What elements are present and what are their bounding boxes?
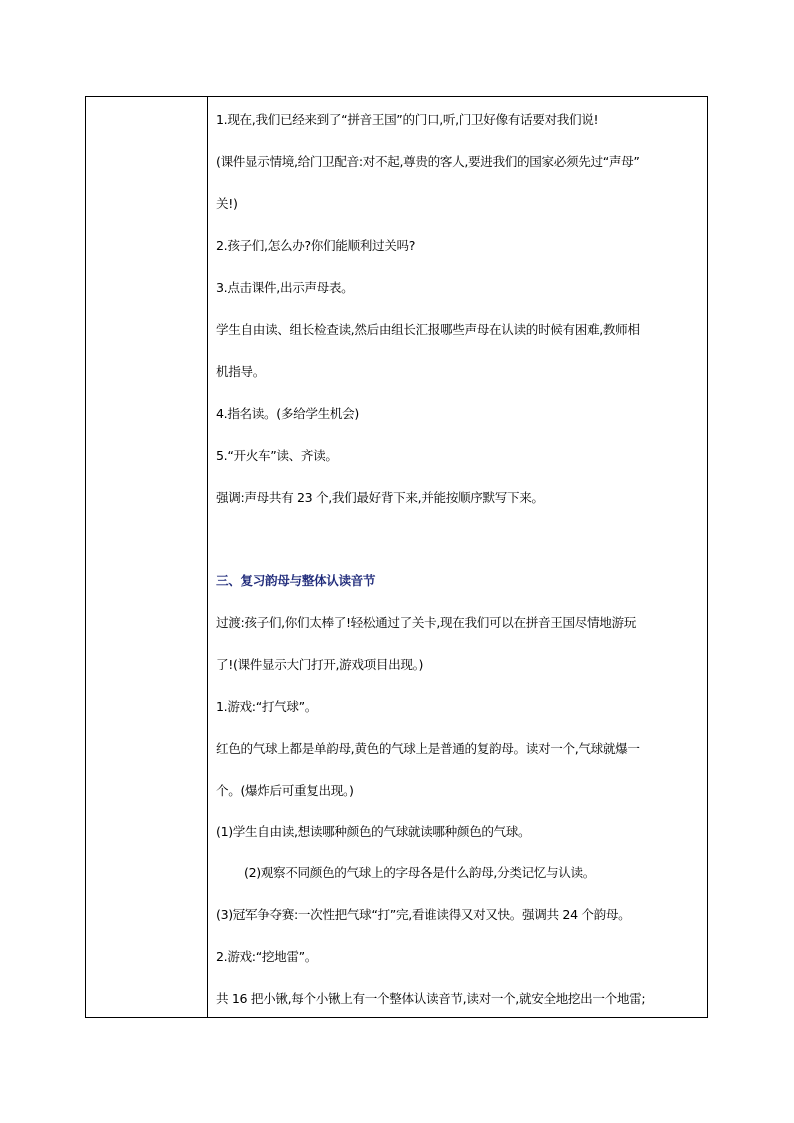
sub-step-line: (3)冠军争夺赛:一次性把气球“打”完,看谁读得又对又快。强调共 24 个韵母。: [216, 907, 631, 922]
transition-line: 过渡:孩子们,你们太棒了!轻松通过了关卡,现在我们可以在拼音王国尽情地游玩: [216, 615, 636, 630]
step-line: 4.指名读。(多给学生机会): [216, 406, 359, 421]
step-line: 5.“开火车”读、齐读。: [216, 448, 338, 463]
transition-line: 了!(课件显示大门打开,游戏项目出现。): [216, 657, 424, 672]
courseware-note-line: 关!): [216, 196, 238, 211]
sub-step-line: (1)学生自由读,想读哪种颜色的气球就读哪种颜色的气球。: [216, 824, 531, 839]
paragraph-line: 共 16 把小锹,每个小锹上有一个整体认读音节,读对一个,就安全地挖出一个地雷;: [216, 991, 646, 1006]
game-title-line: 1.游戏:“打气球”。: [216, 699, 318, 714]
lesson-content-cell: [216, 97, 701, 1017]
step-line: 3.点击课件,出示声母表。: [216, 280, 354, 295]
courseware-note-line: (课件显示情境,给门卫配音:对不起,尊贵的客人,要进我们的国家必须先过“声母”: [216, 154, 640, 169]
step-line: 1.现在,我们已经来到了“拼音王国”的门口,听,门卫好像有话要对我们说!: [216, 112, 599, 127]
paragraph-line: 个。(爆炸后可重复出现。): [216, 783, 354, 798]
section-heading: 三、复习韵母与整体认读音节: [216, 573, 376, 588]
sub-step-line: (2)观察不同颜色的气球上的字母各是什么韵母,分类记忆与认读。: [244, 865, 596, 880]
game-title-line: 2.游戏:“挖地雷”。: [216, 949, 318, 964]
paragraph-line: 学生自由读、组长检查读,然后由组长汇报哪些声母在认读的时候有困难,教师相: [216, 322, 640, 337]
paragraph-line: 机指导。: [216, 364, 265, 379]
column-divider: [207, 97, 208, 1017]
emphasis-line: 强调:声母共有 23 个,我们最好背下来,并能按顺序默写下来。: [216, 490, 544, 505]
lesson-table: [85, 96, 708, 1018]
step-line: 2.孩子们,怎么办?你们能顺利过关吗?: [216, 238, 416, 253]
paragraph-line: 红色的气球上都是单韵母,黄色的气球上是普通的复韵母。读对一个,气球就爆一: [216, 741, 640, 756]
